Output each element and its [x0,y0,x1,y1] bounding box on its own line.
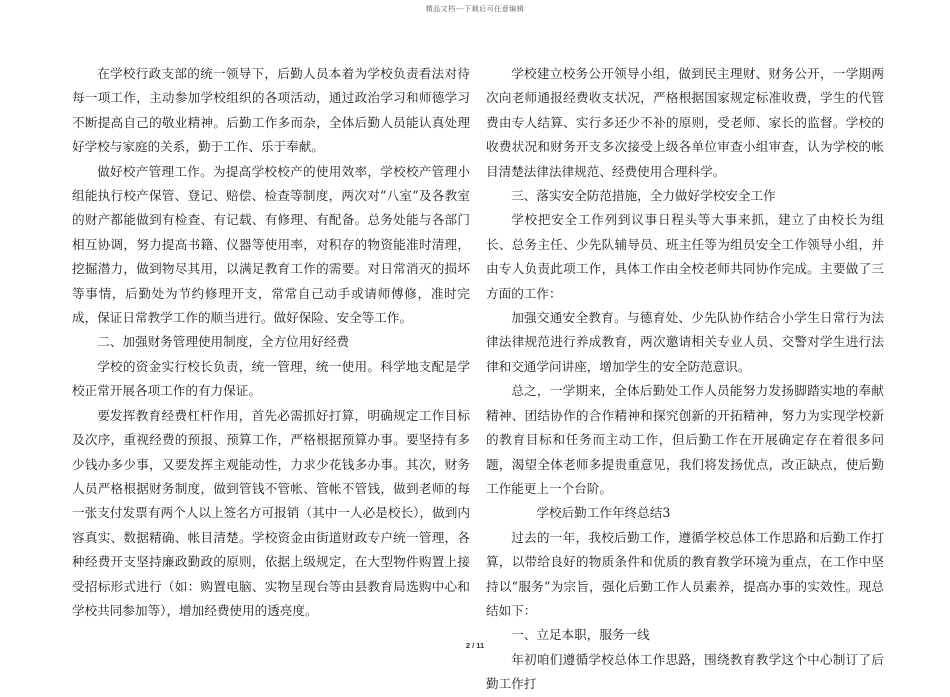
paragraph: 过去的一年，我校后勤工作，遵循学校总体工作思路和后勤工作打算，以带给良好的物质条件和优质的教育教学环境为重点，在工作中坚持以“服务”为宗旨，强化后勤工作人员素养，提高办事的实效性。现总结如下： [486,529,884,618]
paragraph: 年初咱们遵循学校总体工作思路，围绕教育教学这个中心制订了后勤工作打 [486,651,884,692]
paragraph: 学校把安全工作列到议事日程头等大事来抓，建立了由校长为组长、总务主任、少先队辅导员、班主任等为组员安全工作领导小组，并由专人负责此项工作，具体工作由全校老师共同协作完成。主要做了三方面的工作： [486,212,884,301]
paragraph: 在学校行政支部的统一领导下，后勤人员本着为学校负责看法对待每一项工作，主动参加学校组织的各项活动，通过政治学习和师德学习不断提高自己的敬业精神。后勤工作多而杂，全体后勤人员能认真处理好学校与家庭的关系，勤于工作、乐于奉献。 [72,66,470,155]
paragraph: 学校建立校务公开领导小组，做到民主理财、财务公开，一学期两次向老师通报经费收支状况，严格根据国家规定标准收费，学生的代管费由专人结算、实行多还少不补的原则，受老师、家长的监督。学校的收费状况和财务开支多次接受上级各单位审查小组审查，认为学校的帐目清楚法律法律规范、经费使用合理科学。 [486,66,884,179]
page-header: 精品文档---下载后可任意编辑 [425,5,525,13]
left-column [72,62,470,623]
right-column [486,62,884,697]
section-heading: 一、立足本职，服务一线 [511,627,650,643]
paragraph: 加强交通安全教育。与德育处、少先队协作结合小学生日常行为法律法律规范进行养成教育，两次邀请相关专业人员、交警对学生进行法律和交通学问讲座，增加学生的安全防范意识。 [486,310,884,374]
page-number: 2 / 11 [465,641,485,650]
document-title: 学校后勤工作年终总结3 [536,505,671,521]
paragraph: 总之，一学期来，全体后勤处工作人员能努力发扬脚踏实地的奉献精神、团结协作的合作精神和探究创新的开拓精神，努力为实现学校新的教育目标和任务而主动工作，但后勤工作在开展确定存在着很多问题，渴望全体老师多提贵重意见，我们将发扬优点，改正缺点，使后勤工作能更上一个台阶。 [486,383,884,496]
paragraph: 做好校产管理工作。为提高学校校产的使用效率，学校校产管理小组能执行校产保管、登记、赔偿、检查等制度，两次对“八室”及各教室的财产都能做到有检查、有记载、有修理、有配备。总务处能与各部门相互协调，努力提高书籍、仪器等使用率，对积存的物资能准时清理，挖掘潜力，做到物尽其用，以满足教育工作的需要。对日常消灭的损坏等事情，后勤处为节约修理开支，常常自己动手或请师傅修，准时完成，保证日常教学工作的顺当进行。做好保险、安全等工作。 [72,163,470,326]
paragraph: 要发挥教育经费杠杆作用，首先必需抓好打算，明确规定工作目标及次序，重视经费的预报、预算工作，严格根据预算办事。要坚持有多少钱办多少事，又要发挥主观能动性，力求少花钱多办事。其次，财务人员严格根据财务制度，做到管钱不管帐、管帐不管钱，做到老师的每一张支付发票有两个人以上签名方可报销（其中一人必是校长），做到内容真实、数据精确、帐目清楚。学校资金由街道财政专户统一管理，各种经费开支坚持廉政勤政的原则，依据上级规定，在大型物件购置上接受招标形式进行（如：购置电脑、实物呈现台等由县教育局选购中心和学校共同参加等），增加经费使用的透亮度。 [72,407,470,618]
section-heading: 三、落实安全防范措施，全力做好学校安全工作 [511,188,776,204]
paragraph: 学校的资金实行校长负责，统一管理，统一使用。科学地支配是学校正常开展各项工作的有力保证。 [72,358,470,399]
section-heading: 二、加强财务管理使用制度，全方位用好经费 [97,334,350,350]
